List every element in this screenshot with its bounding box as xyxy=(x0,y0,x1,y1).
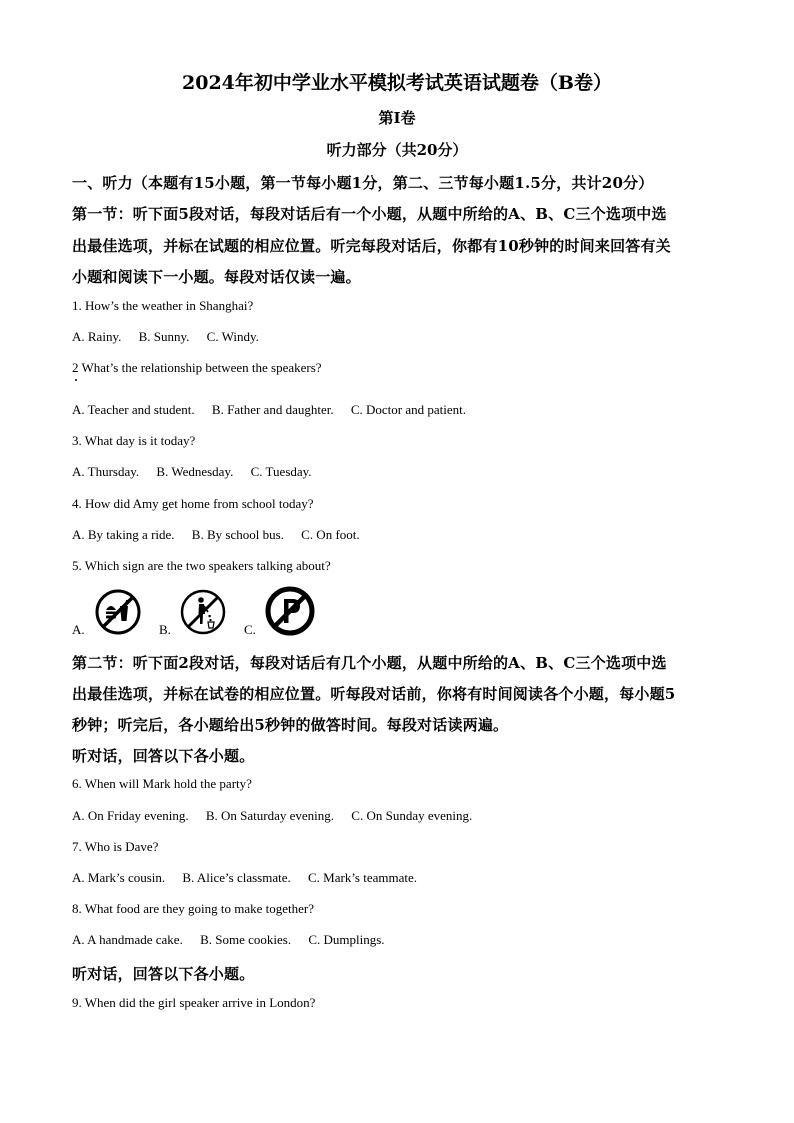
option-b[interactable]: B. Sunny. xyxy=(138,329,190,344)
question-text: 9. When did the girl speaker arrive in London? xyxy=(72,995,316,1010)
question-text: 5. Which sign are the two speakers talking about? xyxy=(72,558,331,573)
option-c[interactable]: C. On foot. xyxy=(301,527,360,542)
dialogue-prompt: 听对话，回答以下各小题。 xyxy=(72,965,255,983)
question-text: 3. What day is it today? xyxy=(72,433,196,448)
option-a[interactable]: A. Mark’s cousin. xyxy=(72,870,166,885)
question-text: 7. Who is Dave? xyxy=(72,839,159,854)
question-text: 6. When will Mark hold the party? xyxy=(72,776,252,791)
page-title: 2024年初中学业水平模拟考试英语试题卷（B卷） xyxy=(182,72,612,94)
option-c[interactable]: C. Tuesday. xyxy=(250,464,312,479)
answer-options xyxy=(72,402,480,418)
option-a[interactable]: A. By taking a ride. xyxy=(72,527,175,542)
option-c[interactable]: C. On Sunday evening. xyxy=(351,808,473,823)
answer-options xyxy=(72,932,399,948)
answer-options xyxy=(72,329,273,345)
question-text: 1. How’s the weather in Shanghai? xyxy=(72,298,254,313)
option-c[interactable]: C. Dumplings. xyxy=(308,932,385,947)
option-b[interactable]: B. Father and daughter. xyxy=(211,402,334,417)
part-one-instruction-line: 小题和阅读下一小题。每段对话仅读一遍。 xyxy=(72,268,361,286)
option-a[interactable]: A. Rainy. xyxy=(72,329,122,344)
no-food-drink-icon[interactable] xyxy=(94,588,142,641)
print-dot xyxy=(75,379,77,381)
part-label: 听力部分（共20分） xyxy=(326,141,468,159)
option-b[interactable]: B. By school bus. xyxy=(191,527,284,542)
sign-option-c-label[interactable]: C. xyxy=(244,622,256,637)
section-heading: 一、听力（本题有15小题，第一节每小题1分，第二、三节每小题1.5分，共计20分） xyxy=(72,174,654,192)
option-c[interactable]: C. Mark’s teammate. xyxy=(307,870,418,885)
part-one-instruction-line: 第一节：听下面5段对话，每段对话后有一个小题，从题中所给的A、B、C三个选项中选 xyxy=(72,205,667,223)
dialogue-prompt: 听对话，回答以下各小题。 xyxy=(72,747,255,765)
answer-options xyxy=(72,808,486,824)
question-text: 8. What food are they going to make together? xyxy=(72,901,314,916)
option-a[interactable]: A. Teacher and student. xyxy=(72,402,195,417)
part-two-instruction-line: 秒钟；听完后，各小题给出5秒钟的做答时间。每段对话读两遍。 xyxy=(72,716,509,734)
sign-option-b-label[interactable]: B. xyxy=(159,622,171,637)
sign-option-a-label[interactable]: A. xyxy=(72,622,85,637)
no-littering-icon[interactable] xyxy=(179,588,227,641)
volume-label: 第I卷 xyxy=(378,109,416,127)
option-b[interactable]: B. On Saturday evening. xyxy=(205,808,335,823)
option-c[interactable]: C. Doctor and patient. xyxy=(350,402,467,417)
question-text: 4. How did Amy get home from school today? xyxy=(72,496,314,511)
part-two-instruction-line: 出最佳选项，并标在试卷的相应位置。听每段对话前，你将有时间阅读各个小题，每小题5 xyxy=(72,685,676,703)
part-one-instruction-line: 出最佳选项，并标在试题的相应位置。听完每段对话后，你都有10秒钟的时间来回答有关 xyxy=(72,237,671,255)
answer-options xyxy=(72,527,374,543)
option-a[interactable]: A. A handmade cake. xyxy=(72,932,183,947)
option-b[interactable]: B. Some cookies. xyxy=(200,932,292,947)
option-a[interactable]: A. On Friday evening. xyxy=(72,808,189,823)
option-b[interactable]: B. Wednesday. xyxy=(156,464,234,479)
option-b[interactable]: B. Alice’s classmate. xyxy=(182,870,291,885)
no-parking-icon[interactable] xyxy=(264,585,316,642)
answer-options xyxy=(72,464,326,480)
question-text: 2 What’s the relationship between the speakers? xyxy=(72,360,322,375)
part-two-instruction-line: 第二节：听下面2段对话，每段对话后有几个小题，从题中所给的A、B、C三个选项中选 xyxy=(72,654,667,672)
option-a[interactable]: A. Thursday. xyxy=(72,464,140,479)
answer-options xyxy=(72,870,431,886)
option-c[interactable]: C. Windy. xyxy=(206,329,259,344)
